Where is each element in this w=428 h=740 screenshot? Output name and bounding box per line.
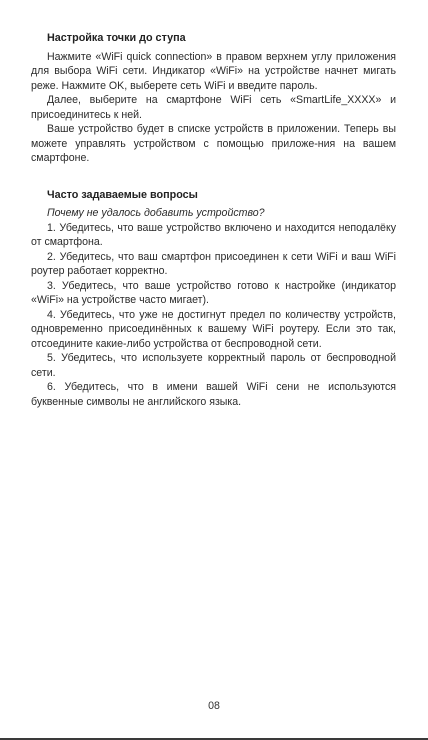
faq-question: Почему не удалось добавить устройство? [47,207,265,219]
page-number: 08 [208,700,220,712]
setup-paragraph: Нажмите «WiFi quick connection» в правом верхнем углу приложения для выбора WiFi сети. Индикатор «WiFi» на устройстве начнет мигать реже. Нажмите OK, выберете сеть WiFi и введите пароль. [31,50,396,92]
faq-item: 3. Убедитесь, что ваше устройство готово к настройке (индикатор «WiFi» на устройстве часто мигает). [31,279,396,306]
setup-paragraph: Ваше устройство будет в списке устройств в приложении. Теперь вы можете управлять устройством с помощью приложе-ния на вашем смартфоне. [31,123,396,164]
manual-page [31,31,396,409]
faq-item: 1. Убедитесь, что ваше устройство включено и находится неподалёку от смартфона. [31,221,396,248]
faq-item: 5. Убедитесь, что используете корректный пароль от беспроводной сети. [31,352,396,379]
section-title-faq: Часто задаваемые вопросы [47,188,198,201]
setup-paragraph: Далее, выберите на смартфоне WiFi сеть «SmartLife_XXXX» и присоединитесь к ней. [31,94,396,121]
faq-item: 4. Убедитесь, что уже не достигнут предел по количеству устройств, одновременно присоединённых к вашему WiFi роутеру. Если это так, отсоедините какие-либо устройства от беспроводной сети. [31,308,396,350]
section-title-setup: Настройка точки до ступа [47,32,186,44]
faq-item: 2. Убедитесь, что ваш смартфон присоединен к сети WiFi и ваш WiFi роутер работает корректно. [31,250,396,277]
faq-item: 6. Убедитесь, что в имени вашей WiFi сени не используются буквенные символы не английского языка. [31,381,396,408]
section-spacer [31,166,396,188]
